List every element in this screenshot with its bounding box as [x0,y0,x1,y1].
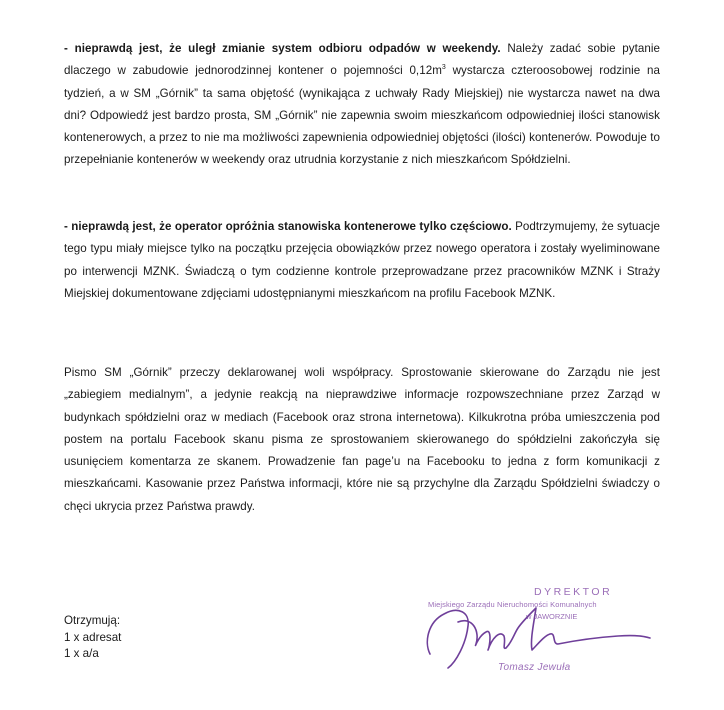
paragraph-text: Podtrzymujemy, że sytuacje tego typu miały miejsce tylko na początku przejęcia obowiązków przez nowego operatora i zostały wyeliminowane po interwencji MZNK. Świadczą o tym codzienne kontrole przeprowadzane przez pracowników MZNK i Straży Miejskiej dokumentowane zdjęciami udostępnianymi mieszkańcom na profilu Facebook MZNK. [64,220,660,300]
recipients-list [64,613,121,663]
paragraph-text-continued: wystarcza czteroosobowej rodzinie na tydzień, a w SM „Górnik” ta sama objętość (wynikająca z uchwały Rady Miejskiej) nie wystarcza nawet na dwa dni? Odpowiedź jest bardzo prosta, SM „Górnik” nie zapewnia swoim mieszkańcom odpowiedniej ilości stanowisk kontenerowych, a przez to nie ma możliwości zapewnienia odpowiedniej objętości (ilości) kontenerów. Powoduje to przepełnianie kontenerów w weekendy oraz utrudnia korzystanie z nich mieszkańcom Spółdzielni. [64,64,661,167]
paragraph-lead-bold: - nieprawdą jest, że operator opróżnia stanowiska kontenerowe tylko częściowo. [64,220,512,233]
paragraph-lead-bold: - nieprawdą jest, że uległ zmianie system odbioru odpadów w weekendy. [64,42,501,55]
paragraph-text: Należy zadać sobie pytanie dlaczego w zabudowie jednorodzinnej kontener o pojemności 0,12m [64,42,660,78]
superscript: 3 [441,64,446,72]
recipients-heading: Otrzymują: [64,614,121,627]
recipient-item: 1 x adresat [64,630,122,644]
stamp-name: Tomasz Jewuła [498,662,571,673]
stamp-title: DYREKTOR [534,586,613,598]
recipient-item: 1 x a/a [64,647,99,660]
paragraph-waste-collection [64,38,660,172]
paragraph-cooperation [64,362,660,518]
stamp-city: w JAWORZNIE [526,612,578,621]
stamp-institution: Miejskiego Zarządu Nieruchomości Komunalnych [428,600,597,609]
paragraph-container-emptying [64,216,660,305]
handwritten-signature [418,592,658,672]
paragraph-text: Pismo SM „Górnik” przeczy deklarowanej woli współpracy. Sprostowanie skierowane do Zarządu nie jest „zabiegiem medialnym”, a jedynie reakcją na nieprawdziwe informacje rozpowszechniane przez Zarząd w budynkach spółdzielni oraz w mediach (Facebook oraz strona internetowa). Kilkukrotna próba umieszczenia pod postem na portalu Facebook skanu pisma ze sprostowaniem skierowanego do spółdzielni zakończyła się usunięciem komentarza ze skanem. Prowadzenie fan page’u na Facebooku to jedna z form komunikacji z mieszkańcami. Kasowanie przez Państwa informacji, które nie są przychylne dla Zarządu Spółdzielni świadczy o chęci ukrycia przez Państwa prawdy. [64,366,660,513]
